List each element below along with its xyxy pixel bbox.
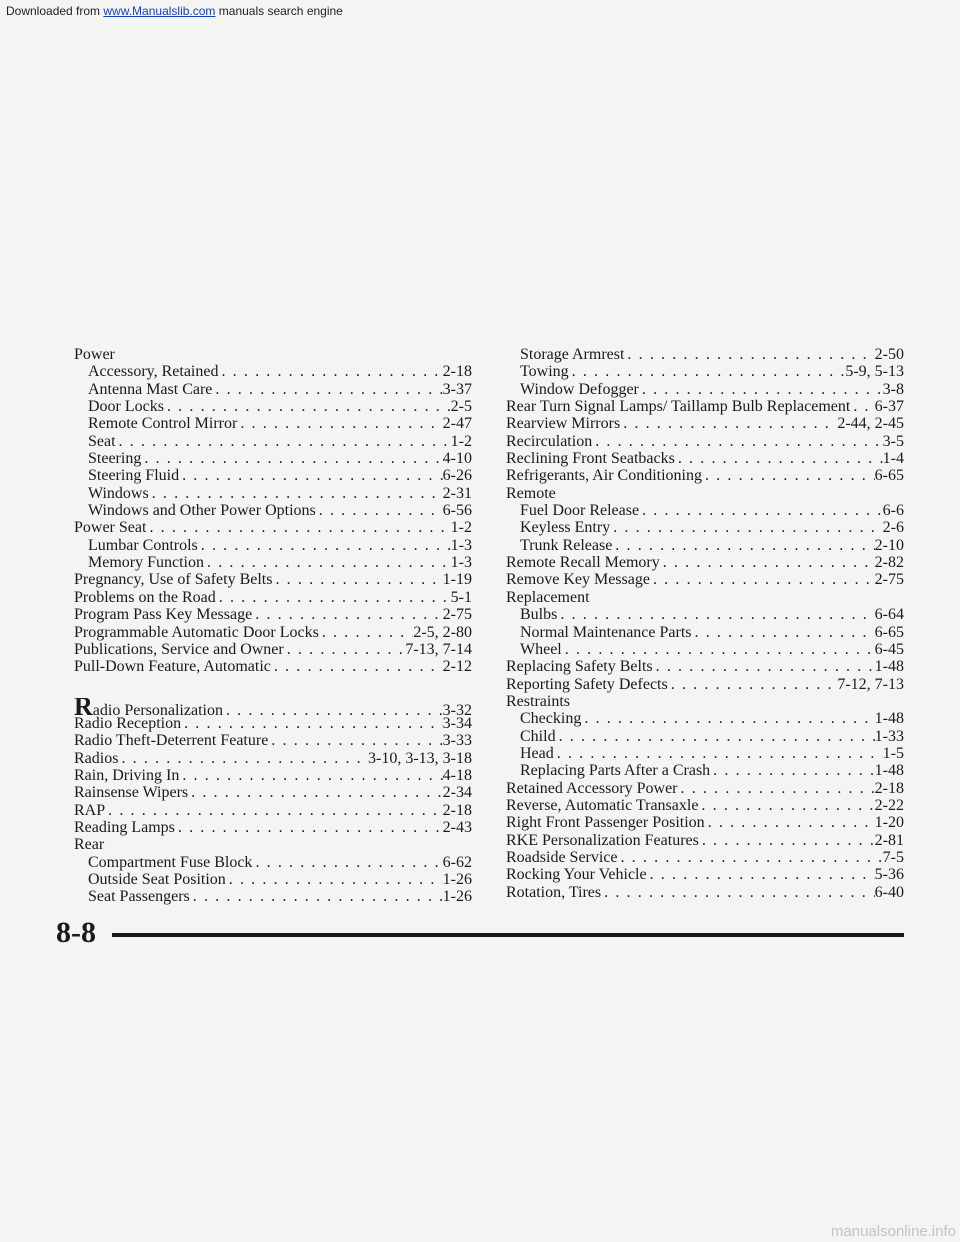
index-entry <box>506 537 904 554</box>
entry-label: Rotation, Tires <box>506 883 602 901</box>
index-entry <box>74 467 472 484</box>
dot-leader <box>116 433 451 450</box>
entry-label: Remote Control Mirror <box>88 415 238 433</box>
index-entry <box>506 554 904 571</box>
entry-label: Reverse, Automatic Transaxle <box>506 796 699 814</box>
index-entry <box>74 433 472 450</box>
dot-leader <box>237 415 442 432</box>
entry-label: Windows <box>88 484 149 502</box>
entry-label: Replacing Parts After a Crash <box>520 762 711 780</box>
watermark: manualsonline.info <box>830 1223 956 1240</box>
entry-page-ref: 2-18 <box>442 801 472 819</box>
entry-page-ref: 6-64 <box>874 606 904 624</box>
dot-leader <box>212 381 442 398</box>
entry-page-ref: 5-9, 5-13 <box>845 363 904 381</box>
index-entry <box>74 519 472 536</box>
dot-leader <box>592 433 882 450</box>
entry-label: Remote Recall Memory <box>506 554 660 572</box>
entry-label: Rearview Mirrors <box>506 415 621 433</box>
entry-label: Power Seat <box>74 519 147 537</box>
dot-leader <box>612 537 874 554</box>
entry-page-ref: 1-20 <box>874 814 904 832</box>
index-entry <box>506 849 904 866</box>
dot-leader <box>316 502 443 519</box>
index-entry <box>506 398 904 415</box>
dot-leader <box>179 467 443 484</box>
entry-page-ref: 1-5 <box>882 744 904 762</box>
entry-page-ref: 5-1 <box>450 588 472 606</box>
entry-page-ref: 2-18 <box>442 363 472 381</box>
entry-label: Storage Armrest <box>520 346 625 363</box>
dot-leader <box>562 641 875 658</box>
entry-label: Head <box>520 744 554 762</box>
dot-leader <box>164 398 451 415</box>
entry-label: Rear Turn Signal Lamps/ Taillamp Bulb Replacement <box>506 398 851 416</box>
index-entry <box>506 467 904 484</box>
entry-page-ref: 2-44, 2-45 <box>837 415 904 433</box>
dot-leader <box>218 363 442 380</box>
index-entry <box>74 641 472 658</box>
entry-page-ref: 1-48 <box>874 710 904 728</box>
entry-label: Window Defogger <box>520 380 639 398</box>
entry-label: Refrigerants, Air Conditioning <box>506 467 702 485</box>
dot-leader <box>175 819 443 836</box>
entry-label: Antenna Mast Care <box>88 380 213 398</box>
index-entry <box>74 363 472 380</box>
index-entry <box>506 658 904 675</box>
entry-page-ref: 7-12, 7-13 <box>837 675 904 693</box>
dot-leader <box>198 537 451 554</box>
entry-page-ref: 2-12 <box>442 658 472 676</box>
entry-label: Replacing Safety Belts <box>506 658 653 676</box>
dot-leader <box>188 784 443 801</box>
entry-label: Trunk Release <box>520 536 613 554</box>
index-entry <box>506 884 904 901</box>
index-entry <box>74 767 472 784</box>
dot-leader <box>650 571 875 588</box>
index-entry <box>74 398 472 415</box>
drop-cap-letter: R <box>74 697 93 715</box>
index-entry <box>506 745 904 762</box>
index-entry <box>74 554 472 571</box>
dot-leader <box>272 571 442 588</box>
entry-page-ref: 1-48 <box>874 762 904 780</box>
entry-label: Rainsense Wipers <box>74 784 189 802</box>
index-entry <box>506 814 904 831</box>
entry-page-ref: 6-40 <box>874 883 904 901</box>
dot-leader <box>223 702 443 715</box>
entry-page-ref: 1-33 <box>874 727 904 745</box>
index-entry <box>506 676 904 693</box>
entry-label: Radio Theft-Deterrent Feature <box>74 732 269 750</box>
dot-leader <box>252 854 442 871</box>
index-entry <box>74 537 472 554</box>
entry-page-ref: 1-3 <box>450 554 472 572</box>
index-entry <box>74 871 472 888</box>
entry-page-ref: 2-22 <box>874 796 904 814</box>
index-entry <box>74 819 472 836</box>
entry-label: Child <box>520 727 556 745</box>
index-entry <box>74 624 472 641</box>
entry-label: Seat <box>88 432 116 450</box>
manualslib-link[interactable]: www.Manualslib.com <box>103 4 216 18</box>
dot-leader <box>639 381 883 398</box>
entry-label: Reclining Front Seatbacks <box>506 450 675 468</box>
entry-page-ref: 5-36 <box>874 866 904 884</box>
entry-label-rest: adio Personalization <box>92 701 223 715</box>
index-entry <box>506 710 904 727</box>
index-entry <box>506 780 904 797</box>
entry-page-ref: 6-65 <box>874 467 904 485</box>
entry-page-ref: 6-62 <box>442 853 472 871</box>
entry-label: Recirculation <box>506 432 593 450</box>
dot-leader <box>118 750 368 767</box>
entry-label: Wheel <box>520 640 562 658</box>
index-entry <box>74 589 472 606</box>
dot-leader <box>556 728 875 745</box>
entry-label: Program Pass Key Message <box>74 606 253 624</box>
index-entry <box>74 415 472 432</box>
entry-page-ref: 1-26 <box>442 888 472 906</box>
entry-page-ref: 2-47 <box>442 415 472 433</box>
entry-label: Pregnancy, Use of Safety Belts <box>74 571 273 589</box>
entry-label: Normal Maintenance Parts <box>520 623 692 641</box>
entry-label: Windows and Other Power Options <box>88 502 316 520</box>
index-entry <box>506 762 904 779</box>
dot-leader <box>216 589 451 606</box>
dot-leader <box>639 502 883 519</box>
dot-leader <box>569 363 846 380</box>
dot-leader <box>647 866 875 883</box>
dot-leader <box>105 802 443 819</box>
entry-label: Door Locks <box>88 398 164 416</box>
entry-label: RAP <box>74 801 106 819</box>
index-entry <box>506 728 904 745</box>
index-heading: Replacement <box>506 588 590 606</box>
entry-label: Memory Function <box>88 554 204 572</box>
dot-leader <box>653 658 875 675</box>
entry-label: Roadside Service <box>506 848 618 866</box>
index-entry <box>506 519 904 536</box>
index-entry <box>74 698 472 715</box>
dot-leader <box>146 519 450 536</box>
dot-leader <box>675 450 883 467</box>
entry-label: Keyless Entry <box>520 519 611 537</box>
dot-leader <box>660 554 875 571</box>
dot-leader <box>557 606 874 623</box>
dot-leader <box>624 346 874 363</box>
index-entry <box>74 854 472 871</box>
entry-label <box>74 698 223 715</box>
entry-page-ref: 2-75 <box>874 571 904 589</box>
entry-label: Towing <box>520 363 569 381</box>
dot-leader <box>268 732 442 749</box>
entry-page-ref: 1-4 <box>882 450 904 468</box>
dot-leader <box>554 745 883 762</box>
entry-label: Programmable Automatic Door Locks <box>74 623 319 641</box>
entry-page-ref: 4-18 <box>442 766 472 784</box>
entry-page-ref: 3-37 <box>442 380 472 398</box>
dot-leader <box>620 415 837 432</box>
entry-label: Lumbar Controls <box>88 536 198 554</box>
banner-suffix: manuals search engine <box>215 4 343 18</box>
entry-page-ref: 1-3 <box>450 536 472 554</box>
index-entry <box>506 346 904 363</box>
entry-page-ref: 2-5 <box>450 398 472 416</box>
index-entry <box>74 485 472 502</box>
index-entry <box>506 381 904 398</box>
dot-leader <box>610 519 882 536</box>
index-entry <box>74 606 472 623</box>
index-entry <box>506 641 904 658</box>
entry-label: Remove Key Message <box>506 571 650 589</box>
entry-page-ref: 3-33 <box>442 732 472 750</box>
index-entry <box>506 832 904 849</box>
dot-leader <box>271 658 443 675</box>
dot-leader <box>226 871 443 888</box>
entry-page-ref: 1-19 <box>442 571 472 589</box>
dot-leader <box>601 884 875 901</box>
dot-leader <box>850 398 874 415</box>
entry-page-ref: 3-5 <box>882 432 904 450</box>
entry-label: Radio Reception <box>74 714 182 732</box>
download-banner <box>6 4 956 18</box>
entry-label: Rocking Your Vehicle <box>506 866 647 884</box>
dot-leader <box>698 797 874 814</box>
index-heading: Remote <box>506 484 556 502</box>
entry-page-ref: 2-34 <box>442 784 472 802</box>
dot-leader <box>702 467 875 484</box>
banner-prefix: Downloaded from <box>6 4 104 18</box>
entry-page-ref: 2-43 <box>442 818 472 836</box>
entry-page-ref: 4-10 <box>442 450 472 468</box>
entry-page-ref: 2-6 <box>882 519 904 537</box>
footer-rule <box>112 933 904 937</box>
entry-page-ref: 6-37 <box>874 398 904 416</box>
dot-leader <box>678 780 875 797</box>
entry-page-ref: 3-32 <box>442 701 472 715</box>
index-entry <box>506 624 904 641</box>
index-heading: Power <box>74 346 115 363</box>
entry-page-ref: 2-81 <box>874 831 904 849</box>
index-entry <box>506 450 904 467</box>
index-entry <box>74 732 472 749</box>
entry-page-ref: 6-26 <box>442 467 472 485</box>
entry-label: Publications, Service and Owner <box>74 640 284 658</box>
dot-leader <box>319 624 414 641</box>
entry-label: Outside Seat Position <box>88 870 226 888</box>
entry-page-ref: 2-50 <box>874 346 904 363</box>
entry-page-ref: 1-48 <box>874 658 904 676</box>
entry-label: Rain, Driving In <box>74 766 180 784</box>
entry-page-ref: 1-26 <box>442 870 472 888</box>
dot-leader <box>692 624 875 641</box>
entry-page-ref: 7-5 <box>882 848 904 866</box>
entry-page-ref: 2-82 <box>874 554 904 572</box>
index-entry <box>74 802 472 819</box>
entry-label: Radios <box>74 749 119 767</box>
entry-label: Compartment Fuse Block <box>88 853 253 871</box>
index-entry <box>74 888 472 905</box>
entry-label: Accessory, Retained <box>88 363 219 381</box>
dot-leader <box>284 641 406 658</box>
entry-page-ref: 6-45 <box>874 640 904 658</box>
entry-page-ref: 1-2 <box>450 432 472 450</box>
entry-label: Reporting Safety Defects <box>506 675 668 693</box>
dot-leader <box>190 888 443 905</box>
page-number: 8-8 <box>56 916 96 949</box>
index-entry <box>506 363 904 380</box>
entry-page-ref: 2-5, 2-80 <box>413 623 472 641</box>
entry-label: Steering Fluid <box>88 467 180 485</box>
index-entry <box>506 502 904 519</box>
dot-leader <box>668 676 838 693</box>
dot-leader <box>252 606 442 623</box>
index-entry <box>74 715 472 732</box>
index-entry <box>74 450 472 467</box>
entry-page-ref: 2-75 <box>442 606 472 624</box>
entry-page-ref: 3-10, 3-13, 3-18 <box>368 749 472 767</box>
entry-label: Retained Accessory Power <box>506 779 678 797</box>
index-entry <box>74 658 472 675</box>
entry-page-ref: 6-56 <box>442 502 472 520</box>
entry-label: Bulbs <box>520 606 558 624</box>
entry-page-ref: 6-6 <box>882 502 904 520</box>
entry-label: Fuel Door Release <box>520 502 640 520</box>
entry-label: Seat Passengers <box>88 888 190 906</box>
dot-leader <box>179 767 442 784</box>
entry-page-ref: 1-2 <box>450 519 472 537</box>
index-column-right <box>506 346 904 901</box>
index-column-left <box>74 346 472 906</box>
index-heading: Restraints <box>506 692 570 710</box>
index-entry <box>74 502 472 519</box>
dot-leader <box>705 814 875 831</box>
index-entry <box>506 415 904 432</box>
dot-leader <box>710 762 875 779</box>
index-entry <box>506 571 904 588</box>
entry-label: Pull-Down Feature, Automatic <box>74 658 271 676</box>
dot-leader <box>181 715 443 732</box>
entry-label: Steering <box>88 450 142 468</box>
entry-label: Right Front Passenger Position <box>506 814 705 832</box>
dot-leader <box>141 450 442 467</box>
entry-page-ref: 3-34 <box>442 714 472 732</box>
index-entry <box>74 571 472 588</box>
entry-label: Reading Lamps <box>74 818 175 836</box>
dot-leader <box>204 554 451 571</box>
entry-label: RKE Personalization Features <box>506 831 699 849</box>
index-entry <box>506 606 904 623</box>
entry-label: Checking <box>520 710 582 728</box>
dot-leader <box>149 485 443 502</box>
entry-label: Problems on the Road <box>74 588 216 606</box>
dot-leader <box>618 849 883 866</box>
index-entry <box>74 381 472 398</box>
entry-page-ref: 6-65 <box>874 623 904 641</box>
entry-page-ref: 3-8 <box>882 380 904 398</box>
index-entry <box>74 784 472 801</box>
index-entry <box>74 750 472 767</box>
entry-page-ref: 7-13, 7-14 <box>405 640 472 658</box>
dot-leader <box>581 710 874 727</box>
index-heading: Rear <box>74 836 105 854</box>
dot-leader <box>699 832 875 849</box>
index-entry <box>506 433 904 450</box>
entry-page-ref: 2-10 <box>874 536 904 554</box>
index-entry <box>506 797 904 814</box>
entry-page-ref: 2-18 <box>874 779 904 797</box>
index-entry <box>506 866 904 883</box>
entry-page-ref: 2-31 <box>442 484 472 502</box>
